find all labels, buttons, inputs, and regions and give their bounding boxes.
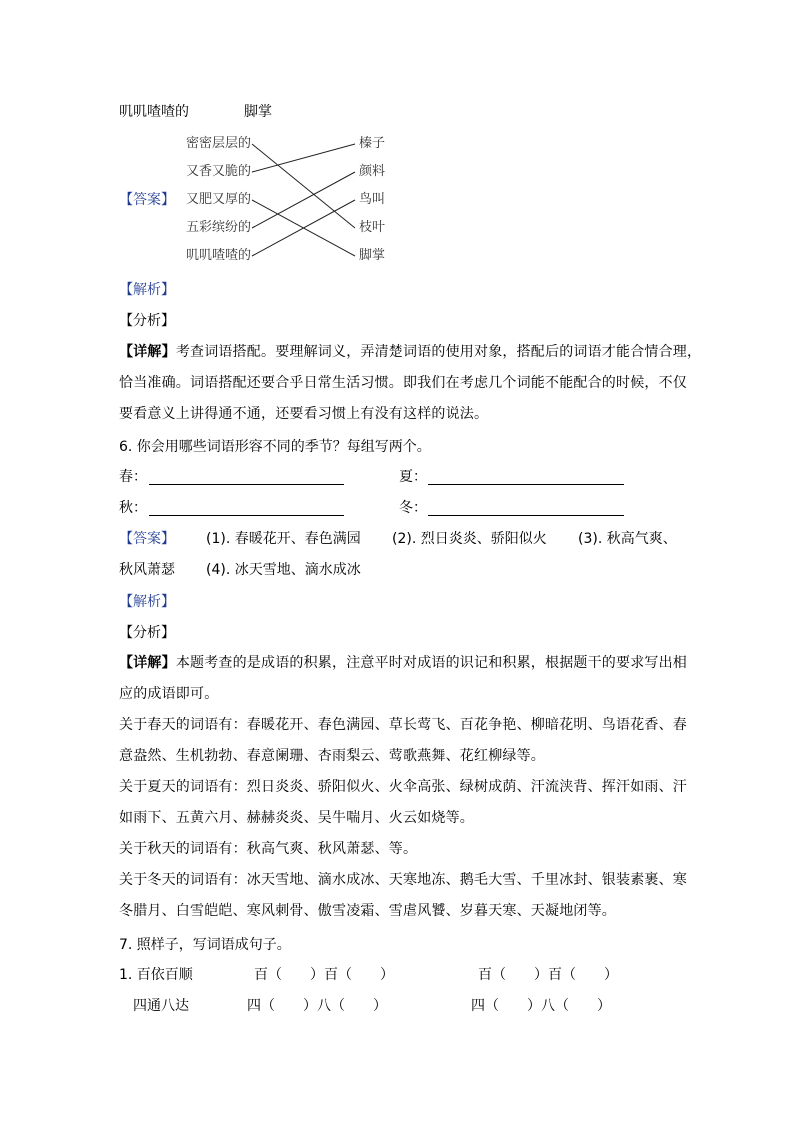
q6-detail	[119, 648, 688, 927]
autumn-answer-line[interactable]	[149, 515, 344, 516]
q7-row1-blank-b[interactable]: 百（ ）百（ ）	[478, 967, 618, 983]
match-line	[252, 144, 355, 172]
q6-answer-3-cont: 秋风萧瑟	[119, 562, 175, 578]
detail-line: 冬腊月、白雪皑皑、寒风刺骨、傲雪凌霜、雪虐风饕、岁暮天寒、天凝地闭等。	[119, 903, 616, 919]
q5-analysis-label: 【解析】	[119, 282, 175, 298]
right-item: 榛子	[359, 136, 386, 151]
q6-winter-label: 冬：	[399, 500, 427, 516]
detail-line: 【详解】考查词语搭配。要理解词义，弄清楚词语的使用对象，搭配后的词语才能合情合理，	[119, 344, 702, 360]
q6-analysis-label: 【解析】	[119, 594, 175, 610]
right-item: 脚掌	[359, 248, 386, 263]
q6-summer-label: 夏：	[399, 469, 427, 485]
match-line	[252, 172, 355, 228]
q5-top-left: 叽叽喳喳的	[119, 104, 189, 120]
left-item: 又香又脆的	[186, 164, 252, 179]
detail-line: 意盎然、生机勃勃、春意阑珊、杏雨梨云、莺歌燕舞、花红柳绿等。	[119, 748, 545, 764]
detail-line: 关于夏天的词语有：烈日炎炎、骄阳似火、火伞高张、绿树成荫、汗流浃背、挥汗如雨、汗	[119, 779, 687, 795]
q7-row1-blank-a[interactable]: 百（ ）百（ ）	[254, 967, 394, 983]
spring-answer-line[interactable]	[149, 484, 344, 485]
detail-line: 恰当准确。词语搭配还要合乎日常生活习惯。即我们在考虑几个词能不能配合的时候，不仅	[119, 375, 687, 391]
detail-line: 要看意义上讲得通不通，还要看习惯上有没有这样的说法。	[119, 406, 489, 422]
detail-line: 如雨下、五黄六月、赫赫炎炎、吴牛喘月、火云如烧等。	[119, 810, 474, 826]
right-item: 颜料	[359, 164, 386, 179]
q5-detail	[119, 337, 702, 430]
q6-answer-3: (3). 秋高气爽、	[578, 531, 677, 547]
q5-fenxi-label: 【分析】	[119, 313, 175, 329]
q7-row2-blank-a[interactable]: 四（ ）八（ ）	[247, 998, 387, 1014]
q6-spring-label: 春：	[119, 469, 147, 485]
q6-answer-1: (1). 春暖花开、春色满园	[206, 531, 361, 547]
q6-fenxi-label: 【分析】	[119, 625, 175, 641]
detail-label: 【详解】	[119, 655, 176, 671]
left-item: 叽叽喳喳的	[186, 248, 252, 263]
q5-top-right: 脚掌	[244, 104, 272, 120]
q6-autumn-label: 秋：	[119, 500, 147, 516]
detail-line: 【详解】本题考查的是成语的积累，注意平时对成语的识记和积累，根据题干的要求写出相	[119, 655, 688, 671]
q6-question: 6. 你会用哪些词语形容不同的季节？每组写两个。	[119, 439, 431, 455]
detail-line: 关于冬天的词语有：冰天雪地、滴水成冰、天寒地冻、鹅毛大雪、千里冰封、银装素裹、寒	[119, 872, 687, 888]
match-line	[252, 144, 355, 228]
detail-line: 应的成语即可。	[119, 686, 219, 702]
q6-answer-2: (2). 烈日炎炎、骄阳似火	[392, 531, 547, 547]
matching-lines	[0, 0, 794, 300]
detail-line: 关于春天的词语有：春暖花开、春色满园、草长莺飞、百花争艳、柳暗花明、鸟语花香、春	[119, 717, 687, 733]
summer-answer-line[interactable]	[428, 484, 624, 485]
q7-question: 7. 照样子，写词语成句子。	[119, 937, 291, 953]
q6-answer-label: 【答案】	[119, 531, 175, 547]
right-item: 枝叶	[359, 220, 386, 235]
detail-line: 关于秋天的词语有：秋高气爽、秋风萧瑟、等。	[119, 841, 418, 857]
q7-row2-example: 四通八达	[133, 998, 189, 1014]
detail-label: 【详解】	[119, 344, 176, 360]
right-item: 鸟叫	[359, 192, 386, 207]
q6-answer-4: (4). 冰天雪地、滴水成冰	[206, 562, 361, 578]
left-item: 密密层层的	[186, 136, 252, 151]
winter-answer-line[interactable]	[428, 515, 624, 516]
q7-row1-example: 1. 百依百顺	[119, 967, 193, 983]
left-item: 又肥又厚的	[186, 192, 252, 207]
left-item: 五彩缤纷的	[186, 220, 252, 235]
q7-row2-blank-b[interactable]: 四（ ）八（ ）	[471, 998, 611, 1014]
q5-answer-label: 【答案】	[119, 192, 175, 208]
